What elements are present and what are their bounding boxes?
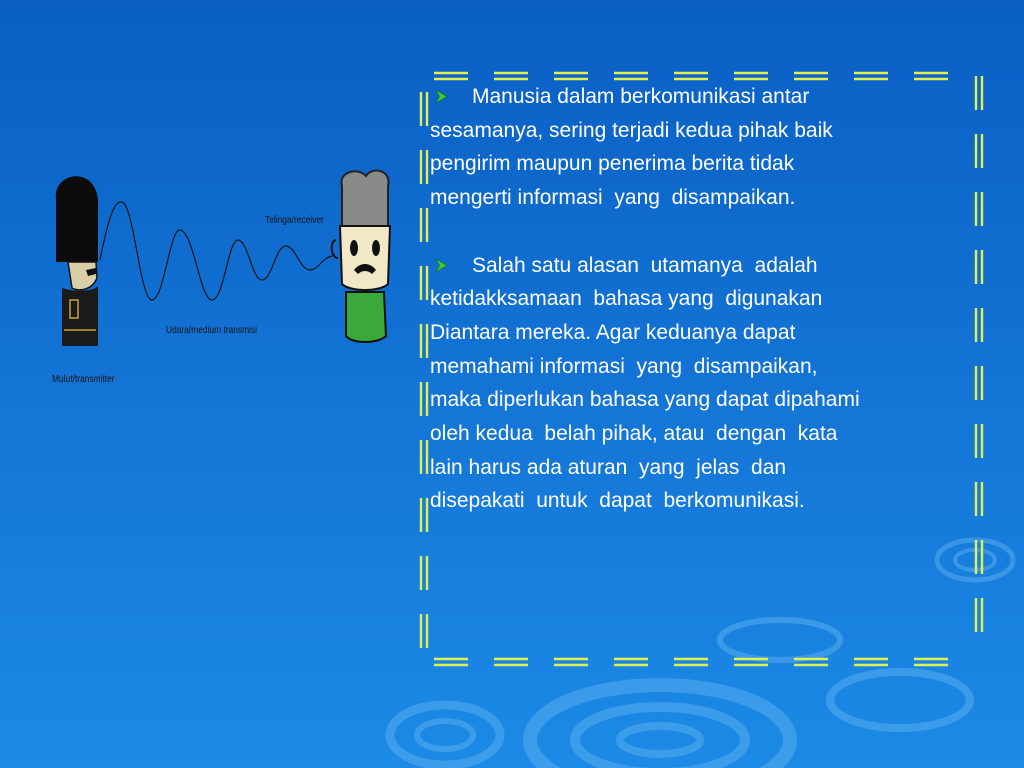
bullet-line-text: mengerti informasi yang disampaikan.	[430, 186, 796, 210]
bullet-line-text: Diantara mereka. Agar keduanya dapat	[430, 320, 796, 344]
transmitter-person-icon	[56, 176, 98, 346]
bullet-line-text: ketidakksamaan bahasa yang digunakan	[430, 287, 823, 311]
bullet-paragraph	[430, 80, 975, 215]
transmitter-label: Mulut/transmitter	[52, 373, 115, 385]
bullet-text-line	[430, 451, 975, 485]
bullet-text-line	[430, 350, 975, 384]
bullet-text-line	[430, 282, 975, 316]
receiver-label: Telinga/receiver	[265, 214, 324, 226]
bullet-line-text: maka diperlukan bahasa yang dapat dipahami	[430, 388, 860, 412]
arrow-bullet-icon	[432, 80, 452, 113]
bullet-text-line	[430, 147, 975, 181]
bullet-text-line	[430, 181, 975, 215]
bullet-text-box	[430, 80, 975, 518]
bullet-line-text: disepakati untuk dapat berkomunikasi.	[430, 489, 805, 513]
bullet-line-text: Manusia dalam berkomunikasi antar	[472, 85, 810, 108]
bullet-line-text: sesamanya, sering terjadi kedua pihak baik	[430, 118, 833, 142]
bullet-text-line	[430, 249, 975, 283]
bullet-text-line	[430, 80, 975, 114]
bullet-line-text: memahami informasi yang disampaikan,	[430, 354, 818, 378]
bullet-text-line	[430, 316, 975, 350]
arrow-bullet-icon	[432, 249, 452, 282]
bullet-text-line	[430, 114, 975, 148]
medium-label: Udara/medium transmisi	[166, 324, 258, 336]
bullet-line-text: pengirim maupun penerima berita tidak	[430, 152, 795, 176]
bullet-line-text: Salah satu alasan utamanya adalah	[472, 253, 818, 277]
bullet-text-line	[430, 383, 975, 417]
bullet-line-text: lain harus ada aturan yang jelas dan	[430, 455, 787, 479]
bullet-paragraph	[430, 249, 975, 519]
bullet-text-line	[430, 417, 975, 451]
bullet-text-line	[430, 484, 975, 518]
bullet-line-text: oleh kedua belah pihak, atau dengan kata	[430, 422, 838, 446]
